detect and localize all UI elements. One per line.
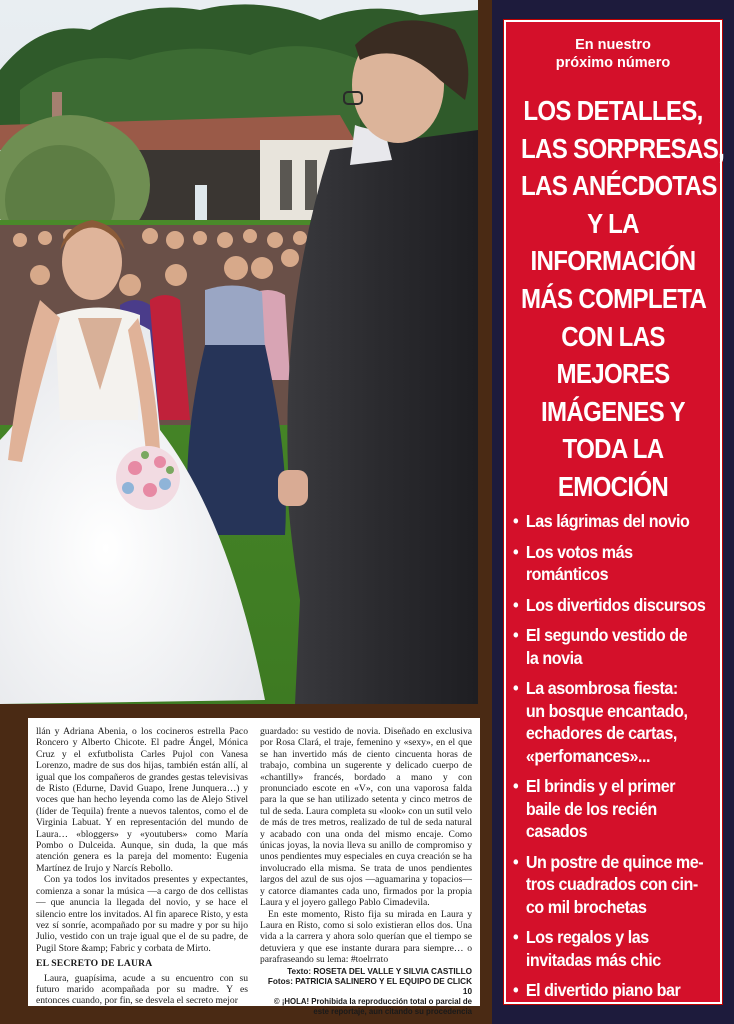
photo-credit: Fotos: PATRICIA SALINERO Y EL EQUIPO DE CLICK 10 bbox=[267, 976, 472, 996]
headline-line: TODA LA bbox=[562, 433, 664, 465]
teaser-line: • Los regalos y las bbox=[525, 927, 649, 947]
teaser-item bbox=[513, 851, 733, 919]
headline-line: LOS DETALLES, bbox=[523, 95, 703, 126]
paragraph: llán y Adriana Abenia, o los cocineros estrella Paco Roncero y Alberto Chicote. El padre Ángel, Mónica Cruz y el exfutbolista Carles Pujol con Vanesa Lorenzo, madre de sus dos hijas, también están allí, al igual que los compañeros de grandes gestas televisivas de Risto (Edurne, David Guapo, Irene Junquera…) y voces que han hecho leyenda como las de Alejo Stivel (líder de Tequila) frente a nuevos talentos, como el de Virginia Labuat. Y en representación del mundo de Laura… «bloggers» y «youtubers» como María Pombo o Dulceida. Aunque, sin duda, la que más atención genera es la pareja del momento: Eugenia Martínez de Irujo y Narcís Rebollo. bbox=[36, 726, 248, 874]
teaser-item bbox=[513, 926, 733, 971]
headline-line: MEJORES bbox=[556, 358, 670, 390]
teaser-list bbox=[513, 510, 721, 1010]
next-issue-box bbox=[504, 20, 725, 1004]
teaser-item bbox=[513, 979, 733, 1002]
teaser-line: • Los divertidos discursos bbox=[525, 594, 706, 615]
teaser-item bbox=[513, 510, 733, 533]
teaser-line: • El divertido piano bar bbox=[525, 980, 681, 1000]
paragraph: En este momento, Risto fija su mirada en Laura y Laura en Risto, como si solo existieran ellos dos. Una vida a la carrera y ahora solo querían que el tiempo se detuviera y que ese instante durara para siempre… o parafraseando su lema: #toelrrato bbox=[260, 908, 472, 966]
section-heading: EL SECRETO DE LAURA bbox=[36, 958, 153, 970]
teaser-line: románticos bbox=[525, 564, 609, 584]
headline-line: MÁS COMPLETA bbox=[520, 282, 707, 314]
paragraph: guardado: su vestido de novia. Diseñado en exclusiva por Rosa Clará, el traje, femenino y «sexy», en el que se han invertido más de ciento cincuenta horas de trabajo, combina un sugerente y delicado cuerpo de «chantilly» francés, bordado a mano y con pronunciado escote en «V», con una vaporosa falda para la que se han utilizado setenta y cinco metros de tul de seda. Laura completa su «look» con un sutil velo de más de tres metros, realizado de tul de seda natural y acabado con una onda del mismo encaje. Como únicas joyas, la novia lleva su anillo de compromiso y unos pendientes muy especiales en cuya creación se ha involucrado ella misma. Se trata de unos pendientes largos del azul de sus ojos —aguamarina y topacios— y catorce diamantes cada uno, firmados por la propia Laura y el joyero gallego Pablo Cimadevila. bbox=[260, 726, 472, 909]
kicker-line: En nuestro bbox=[575, 37, 651, 53]
teaser-line: • Un postre de quince me- bbox=[525, 851, 704, 872]
teaser-line: • Las lágrimas del novio bbox=[525, 511, 690, 531]
headline-line: Y LA bbox=[587, 207, 639, 239]
paragraph: Laura, guapísima, acude a su encuentro con su futuro marido acompañada por su madre. Y es entonces cuando, por fin, se desvela el secreto mejor bbox=[36, 972, 248, 1007]
copyright-notice: este reportaje, aun citando su procedencia bbox=[313, 1006, 472, 1016]
headline-line: INFORMACIÓN bbox=[530, 245, 696, 277]
teaser-item bbox=[513, 775, 733, 843]
copyright-notice: © ¡HOLA! Prohibida la reproducción total o parcial de bbox=[273, 996, 472, 1006]
teaser-line: la novia bbox=[525, 647, 583, 668]
teaser-line: echadores de cartas, bbox=[525, 723, 677, 743]
wedding-photo bbox=[0, 0, 478, 704]
teaser-item bbox=[513, 541, 733, 586]
teaser-line: «perfomances»... bbox=[525, 745, 651, 766]
teaser-item bbox=[513, 677, 733, 767]
teaser-line: tros cuadrados con cin- bbox=[525, 874, 698, 894]
teaser-item bbox=[513, 594, 733, 617]
teaser-item bbox=[513, 624, 733, 669]
teaser-line: co mil brochetas bbox=[525, 896, 647, 917]
teaser-line: • La asombrosa fiesta: bbox=[525, 678, 678, 698]
wedding-ceremony-image bbox=[0, 0, 478, 704]
teaser-line: un bosque encantado, bbox=[525, 700, 688, 721]
credits bbox=[260, 967, 472, 1017]
text-credit: Texto: ROSETA DEL VALLE Y SILVIA CASTILLO bbox=[287, 966, 472, 976]
next-issue-headline bbox=[520, 92, 725, 506]
kicker-line: próximo número bbox=[555, 55, 671, 71]
headline-line: LAS SORPRESAS, bbox=[520, 132, 725, 164]
teaser-line: • El brindis y el primer bbox=[525, 776, 676, 796]
teaser-line: invitadas más chic bbox=[525, 949, 661, 970]
headline-line: LAS ANÉCDOTAS bbox=[520, 170, 717, 202]
teaser-line: • El segundo vestido de bbox=[525, 625, 688, 645]
next-issue-kicker bbox=[506, 36, 720, 72]
article-column-1 bbox=[36, 726, 248, 1006]
headline-line: IMÁGENES Y bbox=[541, 395, 685, 427]
teaser-line: • Los votos más bbox=[525, 541, 633, 562]
article-body bbox=[28, 718, 480, 1016]
paragraph: Con ya todos los invitados presentes y expectantes, comienza a sonar la música —a cargo de dos cellistas— que anuncia la llegada del novio, y se hace el silencio entre los invitados. Al fin aparece Risto, y esta vez sí sonríe, acompañado por su madre y por su hijo Julio, vestido con un traje igual que el de su padre, de Pugil Store &amp; Fabric y corbata de Mirto. bbox=[36, 874, 248, 954]
article-column-2 bbox=[260, 726, 472, 1016]
headline-line: CON LAS bbox=[561, 320, 665, 352]
teaser-line: baile de los recién bbox=[525, 798, 657, 819]
headline-line: EMOCIÓN bbox=[557, 470, 669, 502]
teaser-line: casados bbox=[525, 821, 588, 841]
